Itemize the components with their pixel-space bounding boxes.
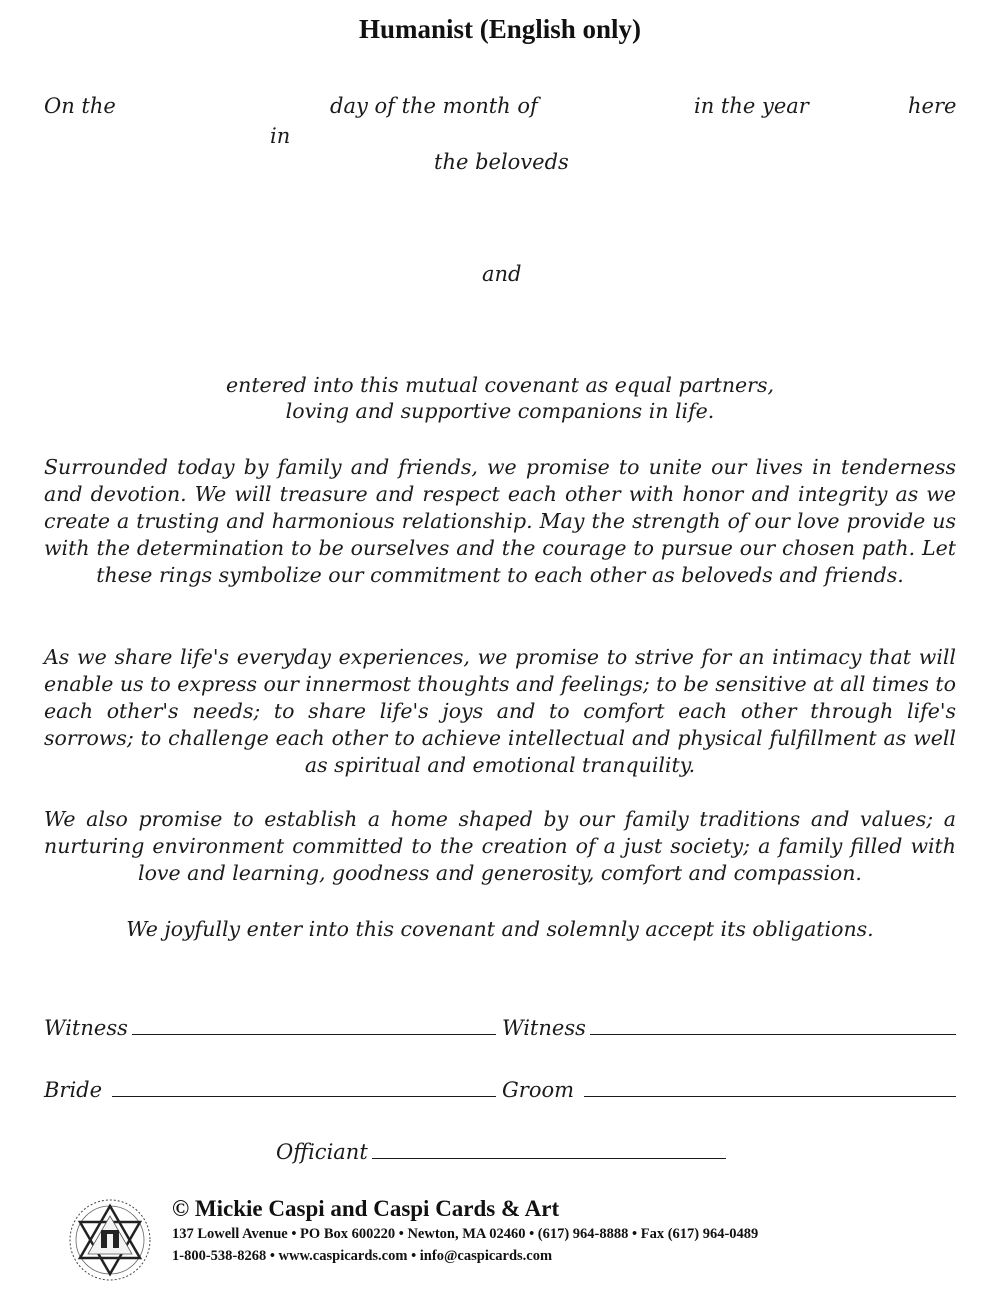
footer-address: 137 Lowell Avenue • PO Box 600220 • Newton, MA 02460 • (617) 964-8888 • Fax (617) 964-0489	[172, 1226, 759, 1242]
star-of-david-logo-icon	[66, 1196, 154, 1284]
in-label: in	[270, 124, 291, 148]
paragraph-3: We also promise to establish a home shaped by our family traditions and values; a nurturing environment committed to the creation of a just society; a family filled with love and learning, goodness and generosity, comfort and compassion.	[44, 807, 956, 885]
intro-line-1: entered into this mutual covenant as equal partners,	[225, 373, 775, 397]
page-title: Humanist (English only)	[358, 14, 642, 44]
bride-label: Bride	[44, 1078, 103, 1102]
bride-line[interactable]	[112, 1095, 496, 1097]
in-the-year-label: in the year	[694, 94, 809, 118]
intro-line-2: loving and supportive companions in life.	[285, 399, 715, 423]
footer-copyright: © Mickie Caspi and Caspi Cards & Art	[172, 1196, 560, 1221]
the-beloveds-label: the beloveds	[434, 150, 569, 174]
bride-row	[44, 1078, 496, 1102]
officiant-row	[276, 1140, 726, 1164]
officiant-line[interactable]	[372, 1157, 726, 1159]
day-of-month-label: day of the month of	[330, 94, 538, 118]
here-label: here	[908, 94, 957, 118]
groom-label: Groom	[502, 1078, 575, 1102]
groom-line[interactable]	[584, 1095, 956, 1097]
witness-left-row	[44, 1016, 496, 1040]
footer-contact: 1-800-538-8268 • www.caspicards.com • info@caspicards.com	[172, 1248, 553, 1264]
closing-statement: We joyfully enter into this covenant and solemnly accept its obligations.	[126, 917, 874, 941]
witness-right-line[interactable]	[590, 1033, 956, 1035]
paragraph-2: As we share life's everyday experiences, we promise to strive for an intimacy that will enable us to express our innermost thoughts and feelings; to be sensitive at all times to each other's needs; to share life's joys and to comfort each other through life's sorrows; to challenge each other to achieve intellectual and physical fulfillment as well as spiritual and emotional tranquility.	[44, 645, 956, 777]
witness-right-label: Witness	[502, 1016, 586, 1040]
witness-right-row	[502, 1016, 956, 1040]
paragraph-1: Surrounded today by family and friends, we promise to unite our lives in tenderness and devotion. We will treasure and respect each other with honor and integrity as we create a trusting and harmonious relationship. May the strength of our love provide us with the determination to be ourselves and the courage to pursue our chosen path. Let these rings symbolize our commitment to each other as beloveds and friends.	[44, 455, 956, 587]
witness-left-line[interactable]	[132, 1033, 496, 1035]
witness-left-label: Witness	[44, 1016, 128, 1040]
and-label: and	[482, 262, 522, 286]
officiant-label: Officiant	[276, 1140, 368, 1164]
on-the-label: On the	[44, 94, 116, 118]
groom-row	[502, 1078, 956, 1102]
